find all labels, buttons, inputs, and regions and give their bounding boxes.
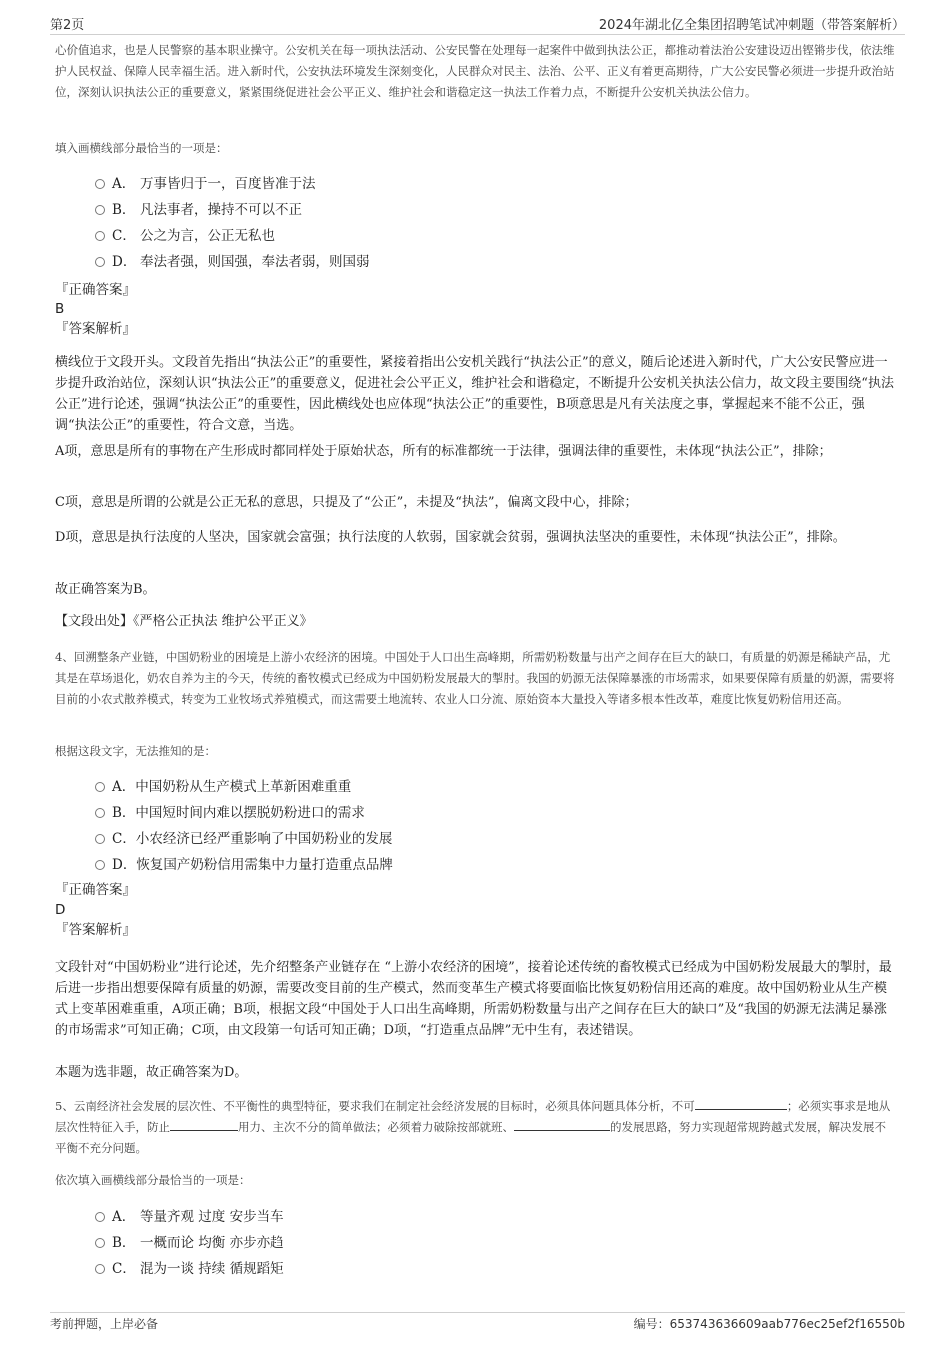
q4-option-d[interactable]: D．恢复国产奶粉信用需集中力量打造重点品牌 (95, 852, 393, 878)
q4-question: 根据这段文字，无法推知的是： (55, 744, 216, 758)
radio-icon[interactable] (95, 834, 105, 844)
fill-blank-1[interactable] (695, 1097, 787, 1110)
q3-passage-text: 心价值追求，也是人民警察的基本职业操守。公安机关在每一项执法活动、公安民警在处理每一起案件中做到执法公正，都推动着法治公安建设迈出铿锵步伐，依法维护人民权益、保障人民幸福生活。进入新时代，公安执法环境发生深刻变化，人民群众对民主、法治、公平、正义有着更高期待，广大公安民警必须进一步提升政治站位，深刻认识执法公正的重要意义，紧紧围绕促进社会公平正义、维护社会和谐稳定这一执法工作着力点，不断提升公安机关执法公信力。 (55, 43, 895, 99)
radio-icon[interactable] (95, 1212, 105, 1222)
radio-icon[interactable] (95, 1238, 105, 1248)
q3-question-text: 填入画横线部分最恰当的一项是： (55, 141, 228, 155)
page-footer (50, 1312, 905, 1335)
q3-option-a[interactable]: A． 万事皆归于一，百度皆准于法 (95, 171, 370, 197)
radio-icon[interactable] (95, 231, 105, 241)
q4-option-a[interactable]: A．中国奶粉从生产模式上革新困难重重 (95, 774, 393, 800)
radio-icon[interactable] (95, 808, 105, 818)
radio-icon[interactable] (95, 782, 105, 792)
q3-source: 【文段出处】《严格公正执法 维护公平正义》 (55, 614, 313, 629)
q5-question: 依次填入画横线部分最恰当的一项是： (55, 1173, 251, 1187)
q5-option-b[interactable]: B． 一概而论 均衡 亦步亦趋 (95, 1230, 284, 1256)
q4-options (95, 774, 393, 878)
q5-option-c[interactable]: C． 混为一谈 持续 循规蹈矩 (95, 1256, 284, 1282)
q3-option-b[interactable]: B． 凡法事者，操持不可以不正 (95, 197, 370, 223)
q4-option-b[interactable]: B．中国短时间内难以摆脱奶粉进口的需求 (95, 800, 393, 826)
q3-answer: B (55, 301, 65, 317)
q4-analysis-label: 『答案解析』 (55, 922, 136, 938)
q3-passage (55, 40, 895, 103)
q3-question (55, 138, 895, 159)
radio-icon[interactable] (95, 860, 105, 870)
q3-analysis-label: 『答案解析』 (55, 321, 136, 337)
q4-analysis-p1: 文段针对“中国奶粉业”进行论述，先介绍整条产业链存在 “上游小农经济的困境”，接着论述传统的畜牧模式已经成为中国奶粉发展最大的掣肘，最后进一步指出想要保障有质量的奶源，需要改变目前的生产模式，然而变革生产模式将要面临比恢复奶粉信用还高的难度。故中国奶粉业从生产模式上变革困难重重，A项正确；B项，根据文段“中国处于人口出生高峰期，所需奶粉数量与出产之间存在巨大的缺口”及“我国的奶源无法满足暴涨的市场需求”可知正确；C项，由文段第一句话可知正确；D项，“打造重点品牌”无中生有，表述错误。 (55, 960, 892, 1038)
q3-option-d[interactable]: D． 奉法者强，则国强，奉法者弱，则国弱 (95, 249, 370, 275)
document-code: 编号：653743636609aab776ec25ef2f16550b (633, 1317, 905, 1331)
page-header (50, 12, 905, 35)
document-title: 2024年湖北亿全集团招聘笔试冲刺题（带答案解析） (598, 18, 905, 33)
q3-analysis-p1: 横线位于文段开头。文段首先指出“执法公正”的重要性，紧接着指出公安机关践行“执法公正”的意义，随后论述进入新时代，广大公安民警应进一步提升政治站位，深刻认识“执法公正”的重要意义，促进社会公平正义，维护社会和谐稳定，不断提升公安机关执法公信力，故文段主要围绕“执法公正”进行论述，强调“执法公正”的重要性，因此横线处也应体现“执法公正”的重要性，B项意思是凡有关法度之事，掌握起来不能不公正，强调“执法公正”的重要性，符合文意，当选。 (55, 355, 894, 433)
radio-icon[interactable] (95, 257, 105, 267)
q3-analysis-p2: A项，意思是所有的事物在产生形成时都同样处于原始状态，所有的标准都统一于法律，强调法律的重要性，未体现“执法公正”，排除； (55, 444, 832, 459)
radio-icon[interactable] (95, 205, 105, 215)
q4-passage: 4、回溯整条产业链，中国奶粉业的困境是上游小农经济的困境。中国处于人口出生高峰期，所需奶粉数量与出产之间存在巨大的缺口，有质量的奶源是稀缺产品，尤其是在草场退化，奶农自养为主的今天，传统的畜牧模式已经成为中国奶粉发展最大的掣肘。我国的奶源无法保障暴涨的市场需求，如果要保障有质量的奶源，需要将目前的小农式散养模式，转变为工业牧场式养殖模式，而这需要土地流转、农业人口分流、原始资本大量投入等诸多根本性改革，难度比恢复奶粉信用还高。 (55, 650, 895, 706)
q4-answer: D (55, 902, 66, 918)
q5-option-a[interactable]: A． 等量齐观 过度 安步当车 (95, 1204, 284, 1230)
q3-analysis-p3: C项，意思是所谓的公就是公正无私的意思，只提及了“公正”，未提及“执法”，偏离文段中心，排除； (55, 495, 638, 510)
footer-slogan: 考前押题，上岸必备 (50, 1317, 159, 1331)
radio-icon[interactable] (95, 1264, 105, 1274)
fill-blank-3[interactable] (514, 1118, 610, 1131)
q3-options (95, 171, 370, 275)
radio-icon[interactable] (95, 179, 105, 189)
q4-option-c[interactable]: C．小农经济已经严重影响了中国奶粉业的发展 (95, 826, 393, 852)
q3-option-c[interactable]: C． 公之为言，公正无私也 (95, 223, 370, 249)
q3-analysis-p5: 故正确答案为B。 (55, 582, 156, 597)
q4-answer-label: 『正确答案』 (55, 882, 136, 898)
q5-options (95, 1204, 284, 1282)
q3-answer-label: 『正确答案』 (55, 282, 136, 298)
fill-blank-2[interactable] (170, 1118, 238, 1131)
page-number: 第2页 (50, 18, 85, 33)
q3-analysis-p4: D项，意思是执行法度的人坚决，国家就会富强；执行法度的人软弱，国家就会贫弱，强调执法坚决的重要性，未体现“执法公正”，排除。 (55, 530, 846, 545)
q5-passage: 5、云南经济社会发展的层次性、不平衡性的典型特征，要求我们在制定社会经济发展的目标时，必须具体问题具体分析，不可 ；必须实事求是地从层次性特征入手，防止 用力、主次不分的简单做法；必须着力破除按部就班、 的发展思路，努力实现超常规跨越式发展，解决发展不平衡不充分问题。 (55, 1099, 891, 1155)
q4-analysis-p2: 本题为选非题，故正确答案为D。 (55, 1065, 248, 1080)
